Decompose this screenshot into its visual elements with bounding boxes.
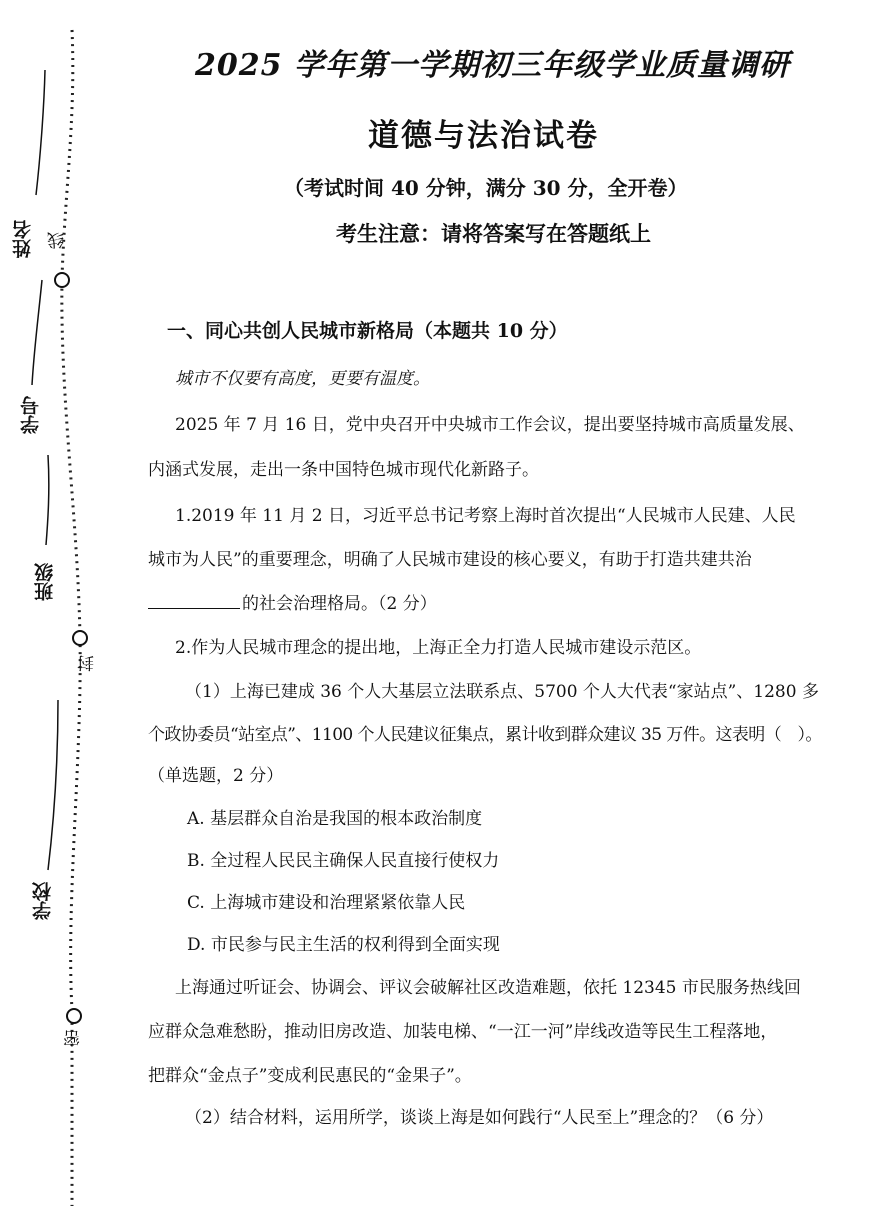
question-1-line-1: 1.2019 年 11 月 2 日，习近平总书记考察上海时首次提出“人民城市人民建、人民 xyxy=(175,506,796,526)
class-label: 班级 xyxy=(34,563,56,601)
paragraph-1-line-1: 2025 年 7 月 16 日，党中央召开中央城市工作会议，提出要坚持城市高质量发展、 xyxy=(175,415,805,435)
exam-title: 2025 学年第一学期初三年级学业质量调研 xyxy=(195,48,790,83)
subject-title: 道德与法治试卷 xyxy=(368,118,599,154)
id-blank-line xyxy=(32,280,42,385)
option-a: A. 基层群众自治是我国的根本政治制度 xyxy=(187,809,483,829)
seal-secret-char: 密 xyxy=(64,1030,84,1047)
seal-circle-bottom xyxy=(67,1009,81,1023)
school-label: 学校 xyxy=(32,882,54,920)
section-1-intro: 城市不仅要有高度，更要有温度。 xyxy=(175,369,430,389)
seal-circle-top xyxy=(55,273,69,287)
section-1-heading: 一、同心共创人民城市新格局（本题共 10 分） xyxy=(167,320,568,342)
seal-seal-char: 封 xyxy=(78,655,98,672)
seal-circle-middle xyxy=(73,631,87,645)
seal-line-char: 线 xyxy=(48,232,68,249)
option-c: C. 上海城市建设和治理紧紧依靠人民 xyxy=(187,893,466,913)
name-blank-line xyxy=(36,70,45,195)
material-line-1: 上海通过听证会、协调会、评议会破解社区改造难题，依托 12345 市民服务热线回 xyxy=(175,978,801,998)
option-b: B. 全过程人民民主确保人民直接行使权力 xyxy=(187,851,500,871)
question-2-1-line-3: （单选题，2 分） xyxy=(148,766,284,786)
question-1-line-3 xyxy=(148,594,437,614)
option-d: D. 市民参与民主生活的权利得到全面实现 xyxy=(187,935,500,955)
binding-margin-lines xyxy=(0,0,140,1206)
school-blank-line xyxy=(48,700,58,870)
question-2-2: （2）结合材料，运用所学，谈谈上海是如何践行“人民至上”理念的？（6 分） xyxy=(185,1108,774,1128)
material-line-3: 把群众“金点子”变成利民惠民的“金果子”。 xyxy=(148,1066,472,1086)
material-line-2: 应群众急难愁盼，推动旧房改造、加装电梯、“一江一河”岸线改造等民生工程落地， xyxy=(148,1022,778,1042)
class-blank-line xyxy=(46,455,49,545)
question-1-line-2: 城市为人民”的重要理念，明确了人民城市建设的核心要义，有助于打造共建共治 xyxy=(148,550,752,570)
paragraph-1-line-2: 内涵式发展，走出一条中国特色城市现代化新路子。 xyxy=(148,460,539,480)
question-2-intro: 2.作为人民城市理念的提出地，上海正全力打造人民城市建设示范区。 xyxy=(175,638,702,658)
id-label: 学号 xyxy=(20,396,42,434)
question-2-1-line-1: （1）上海已建成 36 个人大基层立法联系点、5700 个人大代表“家站点”、1280 多 xyxy=(185,682,819,702)
name-label: 姓名 xyxy=(12,220,34,258)
exam-info: （考试时间 40 分钟，满分 30 分，全开卷） xyxy=(284,176,688,200)
exam-notice: 考生注意：请将答案写在答题纸上 xyxy=(336,221,651,246)
question-2-1-line-2: 个政协委员“站室点”、1100 个人民建议征集点，累计收到群众建议 35 万件。这表明（ ）。 xyxy=(148,725,822,745)
question-1-line-3-text: 的社会治理格局。（2 分） xyxy=(242,594,437,614)
answer-blank[interactable] xyxy=(148,594,240,609)
binding-margin xyxy=(0,0,140,1206)
